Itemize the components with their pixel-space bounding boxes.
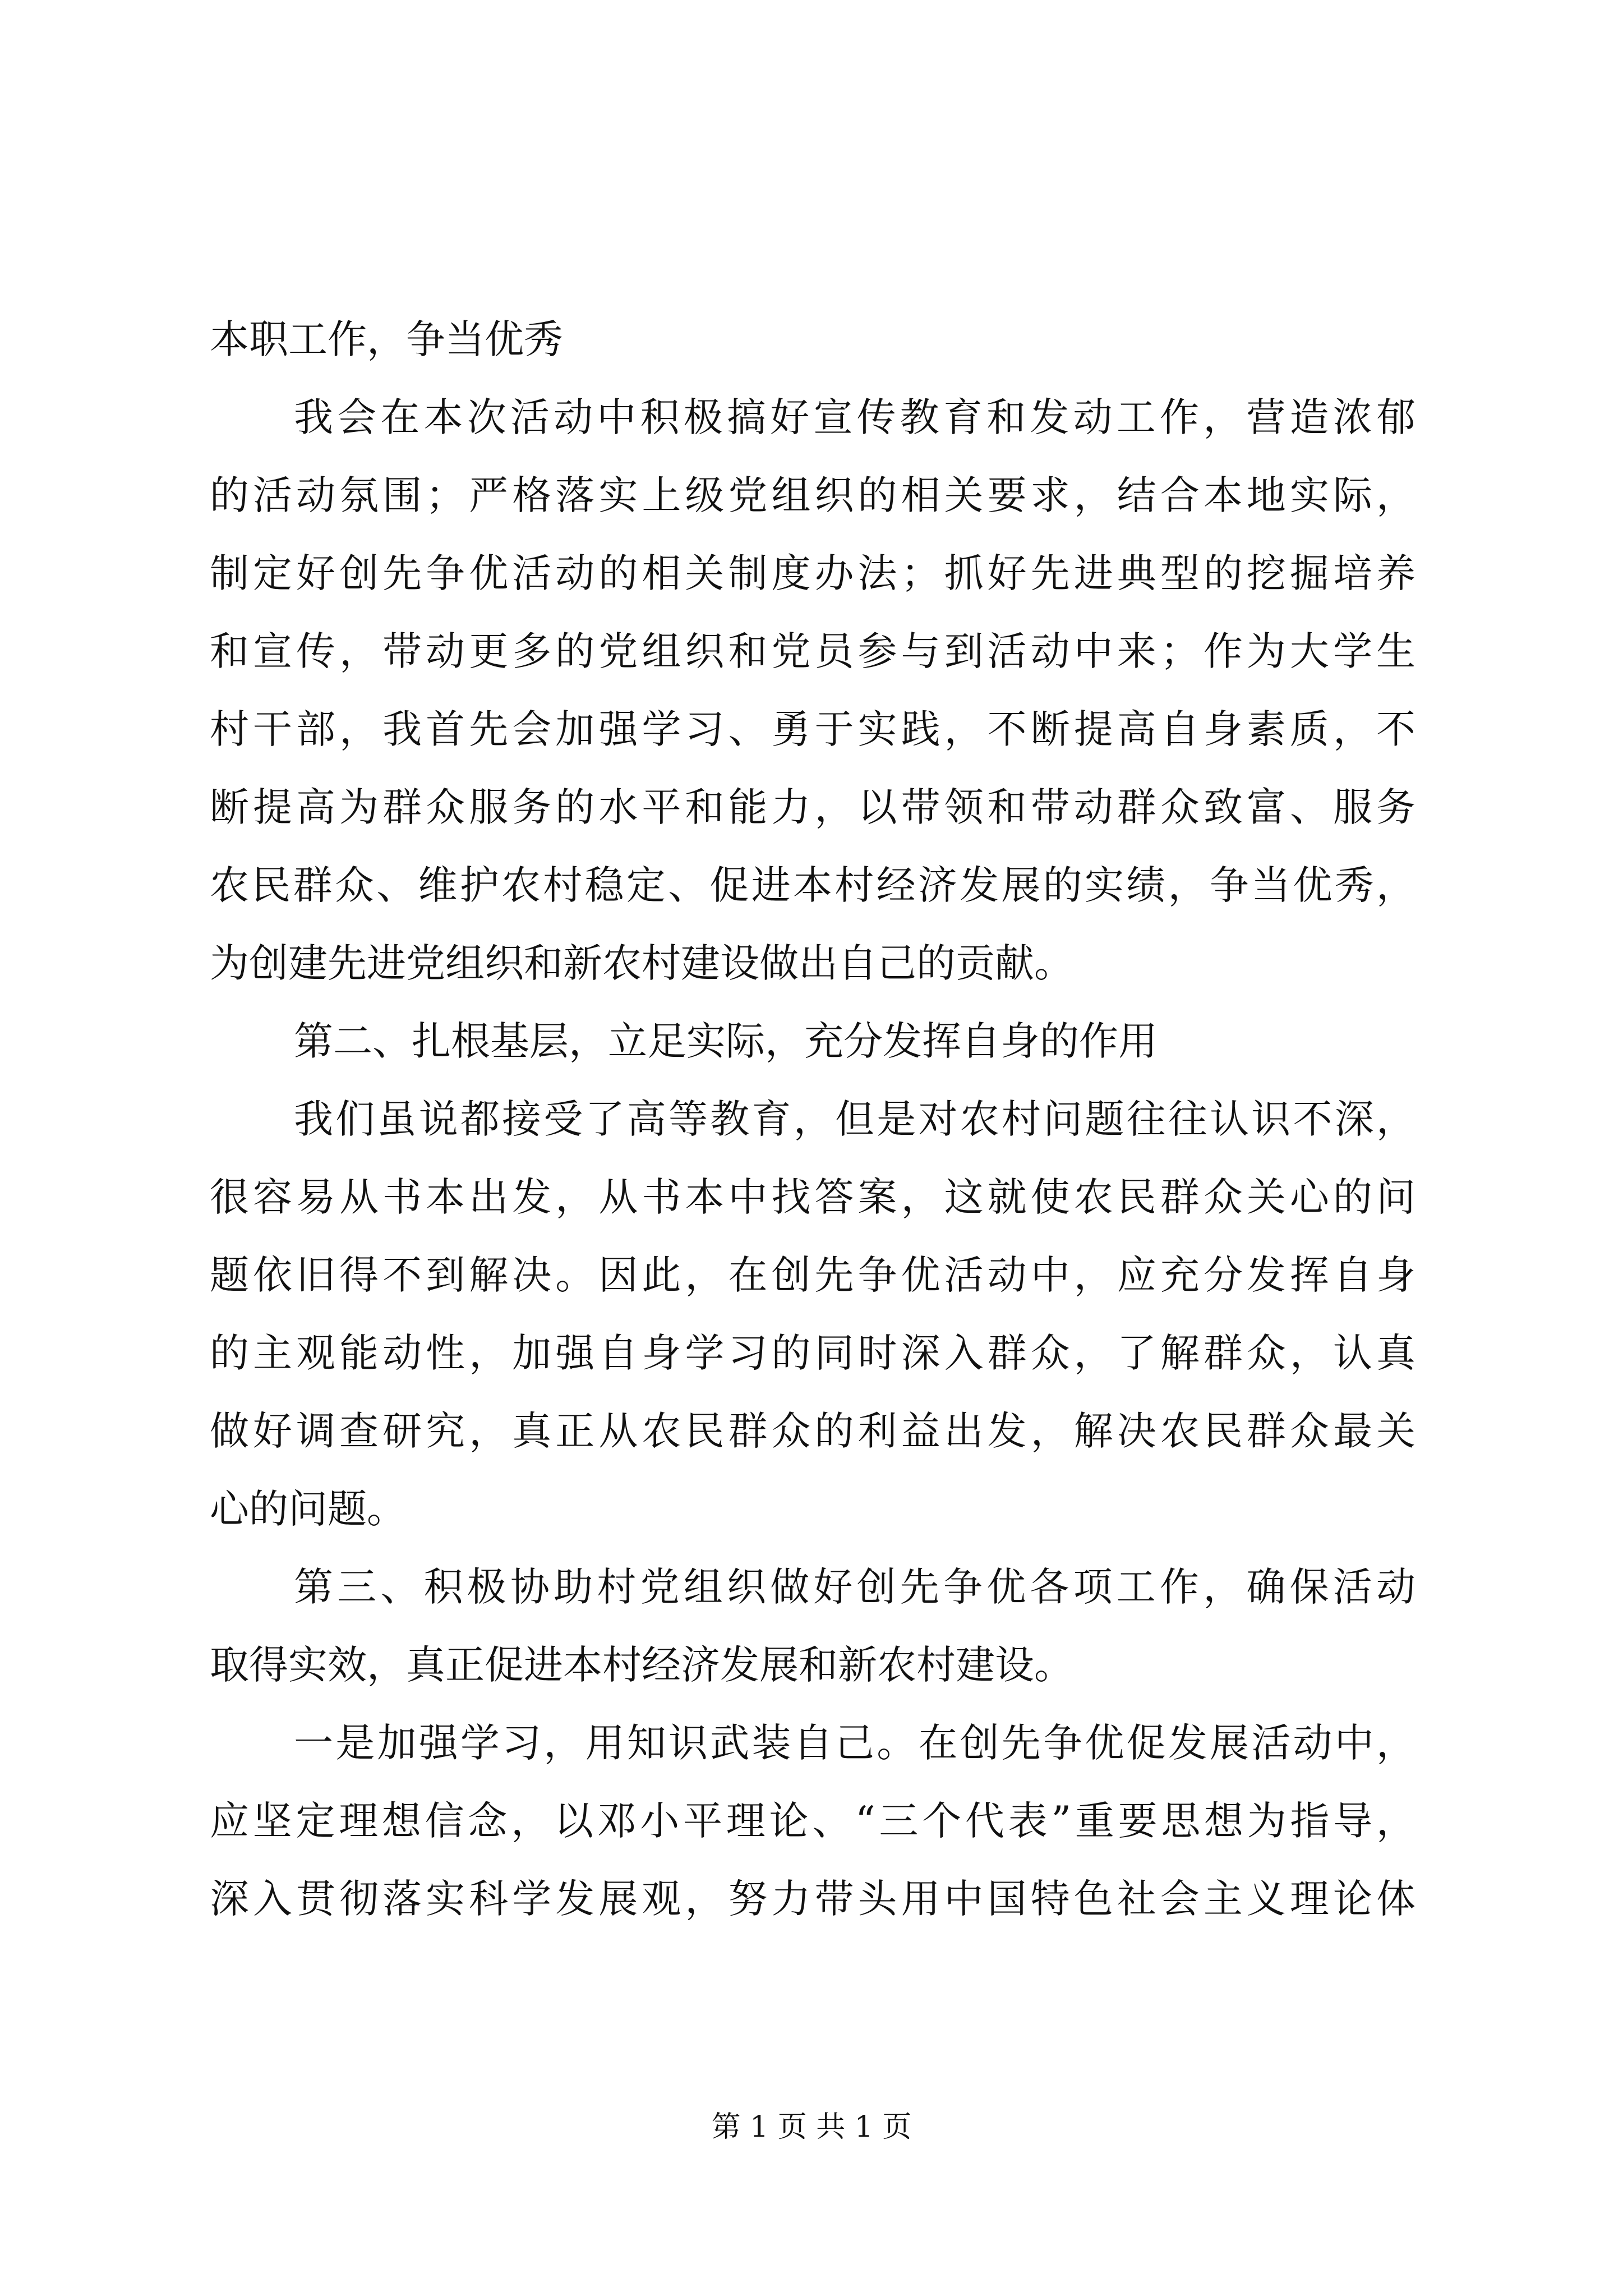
text-line: 农民群众、维护农村稳定、促进本村经济发展的实绩，争当优秀， xyxy=(210,862,1415,908)
text-line: 做好调查研究，真正从农民群众的利益出发，解决农民群众最关 xyxy=(210,1408,1415,1454)
text-line: 制定好创先争优活动的相关制度办法；抓好先进典型的挖掘培养 xyxy=(210,550,1415,596)
text-line: 村干部，我首先会加强学习、勇于实践，不断提高自身素质，不 xyxy=(210,706,1415,752)
text-line: 我会在本次活动中积极搞好宣传教育和发动工作，营造浓郁 xyxy=(294,394,1415,440)
page-footer xyxy=(0,2108,1623,2147)
text-line: 我们虽说都接受了高等教育，但是对农村问题往往认识不深， xyxy=(294,1096,1415,1142)
text-line: 为创建先进党组织和新农村建设做出自己的贡献。 xyxy=(210,940,1073,986)
text-line: 应坚定理想信念，以邓小平理论、“三个代表”重要思想为指导， xyxy=(210,1798,1415,1844)
text-line: 取得实效，真正促进本村经济发展和新农村建设。 xyxy=(210,1642,1073,1688)
text-line: 本职工作，争当优秀 xyxy=(210,316,563,362)
text-line: 题依旧得不到解决。因此，在创先争优活动中，应充分发挥自身 xyxy=(210,1252,1415,1298)
text-line: 心的问题。 xyxy=(210,1486,406,1532)
page-number-label: 第 1 页 共 1 页 xyxy=(711,2110,912,2144)
text-line: 的主观能动性，加强自身学习的同时深入群众，了解群众，认真 xyxy=(210,1330,1415,1376)
text-line: 很容易从书本出发，从书本中找答案，这就使农民群众关心的问 xyxy=(210,1174,1415,1220)
text-line: 深入贯彻落实科学发展观，努力带头用中国特色社会主义理论体 xyxy=(210,1876,1415,1922)
section-heading: 第二、扎根基层，立足实际，充分发挥自身的作用 xyxy=(294,1018,1158,1064)
section-heading: 第三、积极协助村党组织做好创先争优各项工作，确保活动 xyxy=(294,1564,1415,1610)
text-line: 一是加强学习，用知识武装自己。在创先争优促发展活动中， xyxy=(294,1720,1415,1766)
text-line: 和宣传，带动更多的党组织和党员参与到活动中来；作为大学生 xyxy=(210,628,1415,674)
text-line: 的活动氛围；严格落实上级党组织的相关要求，结合本地实际， xyxy=(210,472,1415,518)
text-line: 断提高为群众服务的水平和能力，以带领和带动群众致富、服务 xyxy=(210,784,1415,830)
document-body xyxy=(210,301,1415,1938)
